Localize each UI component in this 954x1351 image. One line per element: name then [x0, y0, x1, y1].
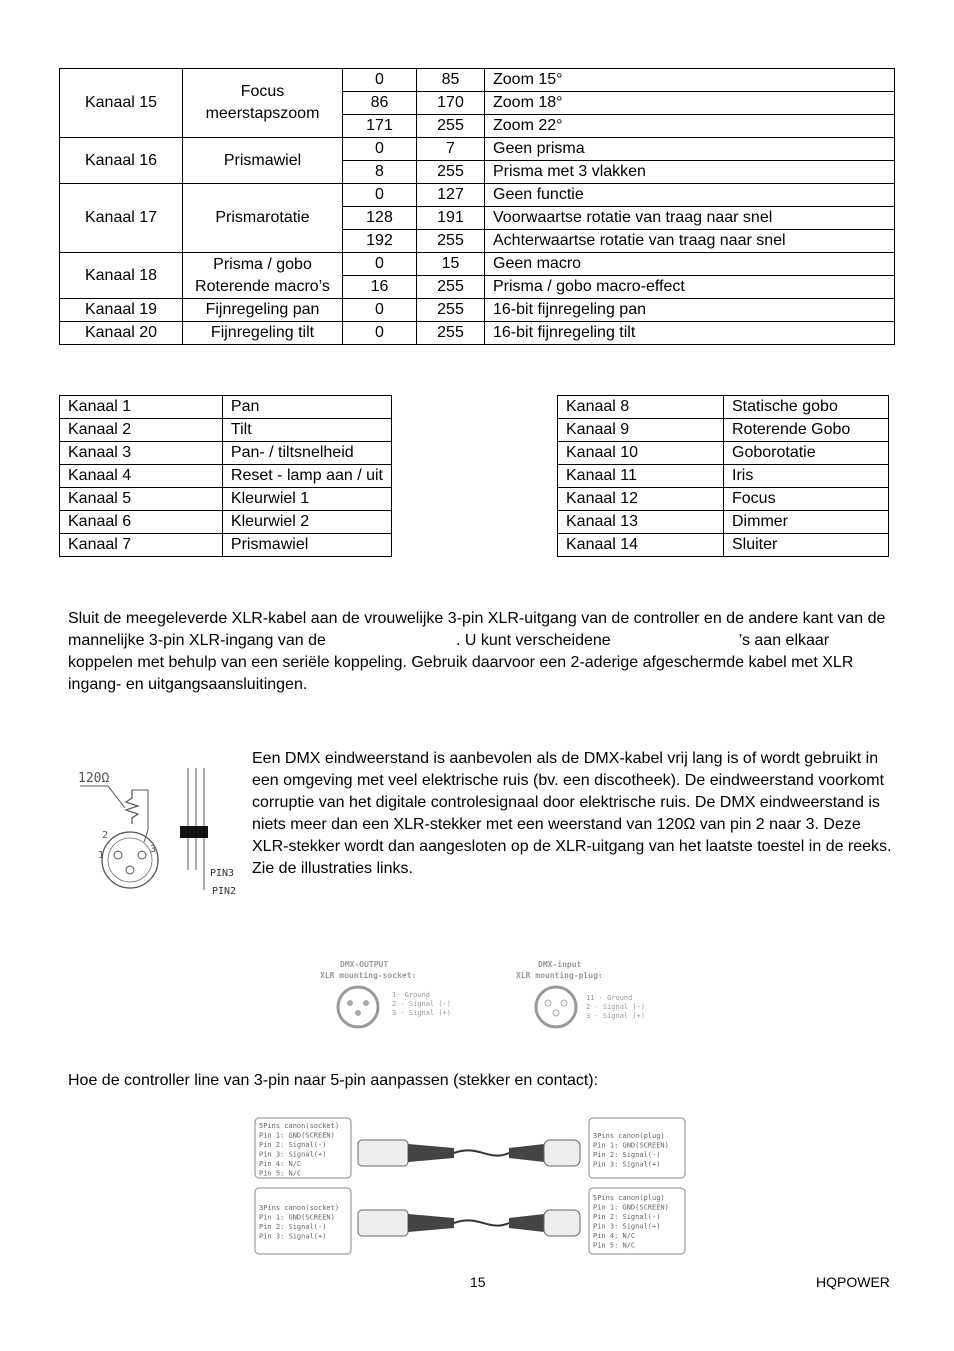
function-cell: Tilt — [222, 419, 391, 442]
label-bottom-right — [593, 1194, 669, 1250]
svg-text:Pin 5: N/C: Pin 5: N/C — [593, 1241, 636, 1250]
description-cell: 16-bit fijnregeling tilt — [485, 322, 895, 345]
range-start-cell: 128 — [343, 207, 417, 230]
channel-cell: Kanaal 4 — [60, 465, 223, 488]
channel-cell: Kanaal 14 — [558, 534, 724, 557]
range-start-cell: 0 — [343, 184, 417, 207]
range-start-cell: 8 — [343, 161, 417, 184]
svg-text:Pin 2: Signal(-): Pin 2: Signal(-) — [593, 1151, 661, 1159]
termination-paragraph: Een DMX eindweerstand is aanbevolen als de DMX-kabel vrij lang is of wordt gebruikt in een omgeving met veel elektrische ruis (bv. een discotheek). De eindweerstand voorkomt corruptie van het digitale controlesignaal door elektrische ruis. De DMX eindweerstand is niets meer dan een XLR-stekker met een weerstand van 120Ω van pin 2 naar 3. Deze XLR-stekker wordt dan aangesloten op de XLR-uitgang van het laatste toestel in de reeks. Zie de illustraties links. — [252, 750, 892, 877]
svg-text:PIN2: PIN2 — [212, 886, 237, 897]
function-cell: Pan — [222, 396, 391, 419]
channel-cell: Kanaal 13 — [558, 511, 724, 534]
svg-text:Pin 3: Signal(+): Pin 3: Signal(+) — [593, 1222, 661, 1231]
channel-cell: Kanaal 7 — [60, 534, 223, 557]
svg-text:1: 1 — [98, 850, 105, 861]
label-bottom-left — [259, 1204, 339, 1241]
function-line: Roterende macro’s — [195, 277, 330, 295]
range-end-cell: 127 — [417, 184, 485, 207]
svg-text:PIN3: PIN3 — [210, 868, 235, 879]
channel-cell: Kanaal 15 — [60, 69, 183, 138]
range-end-cell: 255 — [417, 161, 485, 184]
connection-text-part3: ’s aan elkaar koppelen met behulp van een seriële koppeling. Gebruik daarvoor een 2-aderige afgeschermde kabel met XLR ingang- en uitgangsaansluitingen. — [68, 632, 854, 693]
table-row — [60, 138, 895, 161]
description-cell: Geen prisma — [485, 138, 895, 161]
table-row — [60, 396, 392, 419]
description-cell: Achterwaartse rotatie van traag naar snel — [485, 230, 895, 253]
svg-text:2: 2 — [102, 830, 109, 841]
svg-text:Pin 2: Signal(-): Pin 2: Signal(-) — [259, 1141, 327, 1149]
brand-name: HQPOWER — [816, 1274, 890, 1290]
svg-text:Pin 4: N/C: Pin 4: N/C — [593, 1232, 636, 1240]
description-cell: 16-bit fijnregeling pan — [485, 299, 895, 322]
table-row — [60, 419, 392, 442]
channel-cell: Kanaal 6 — [60, 511, 223, 534]
function-cell: Focus — [724, 488, 889, 511]
label-top-left — [259, 1122, 339, 1178]
svg-text:Pin 3: Signal(+): Pin 3: Signal(+) — [259, 1232, 327, 1241]
function-cell: Roterende Gobo — [724, 419, 889, 442]
channel-summary-right — [557, 395, 889, 557]
table-row — [558, 534, 889, 557]
description-cell: Prisma / gobo macro-effect — [485, 276, 895, 299]
channel-cell: Kanaal 20 — [60, 322, 183, 345]
channel-summary-left — [59, 395, 392, 557]
xlr-plug-icon — [536, 987, 576, 1027]
table-row — [60, 69, 895, 92]
channel-cell: Kanaal 5 — [60, 488, 223, 511]
svg-text:Pin 1: GND(SCREEN): Pin 1: GND(SCREEN) — [593, 1203, 669, 1212]
svg-text:XLR mounting-socket:: XLR mounting-socket: — [320, 971, 417, 980]
table-row — [60, 442, 392, 465]
function-cell: Pan- / tiltsnelheid — [222, 442, 391, 465]
range-end-cell: 15 — [417, 253, 485, 276]
svg-text:Pin 2: Signal(-): Pin 2: Signal(-) — [259, 1223, 327, 1231]
table-row — [60, 465, 392, 488]
svg-text:11 - Ground: 11 - Ground — [586, 994, 633, 1002]
range-end-cell: 255 — [417, 276, 485, 299]
function-cell: Kleurwiel 1 — [222, 488, 391, 511]
connection-paragraph — [68, 608, 898, 696]
channel-cell: Kanaal 19 — [60, 299, 183, 322]
resistor-icon — [126, 790, 138, 824]
range-end-cell: 255 — [417, 115, 485, 138]
resistor-body-icon — [180, 826, 208, 838]
svg-text:5Pins canon(plug): 5Pins canon(plug) — [593, 1194, 665, 1202]
resistor-termination-figure — [70, 760, 245, 900]
channel-cell: Kanaal 11 — [558, 465, 724, 488]
range-start-cell: 0 — [343, 138, 417, 161]
channel-cell: Kanaal 18 — [60, 253, 183, 299]
range-start-cell: 171 — [343, 115, 417, 138]
table-row — [558, 419, 889, 442]
range-start-cell: 0 — [343, 69, 417, 92]
cable-icon-bottom — [358, 1210, 580, 1236]
range-end-cell: 170 — [417, 92, 485, 115]
function-cell: Dimmer — [724, 511, 889, 534]
svg-text:Pin 1: GND(SCREEN): Pin 1: GND(SCREEN) — [593, 1141, 669, 1150]
range-start-cell: 86 — [343, 92, 417, 115]
function-cell: Prismawiel — [183, 138, 343, 184]
description-cell: Zoom 22° — [485, 115, 895, 138]
function-cell: Kleurwiel 2 — [222, 511, 391, 534]
svg-text:DMX-input: DMX-input — [538, 960, 582, 969]
channel-cell: Kanaal 12 — [558, 488, 724, 511]
svg-text:Pin 3: Signal(+): Pin 3: Signal(+) — [259, 1150, 327, 1159]
channel-cell: Kanaal 1 — [60, 396, 223, 419]
description-cell: Zoom 18° — [485, 92, 895, 115]
dmx-channel-table-body — [60, 69, 895, 345]
channel-cell: Kanaal 3 — [60, 442, 223, 465]
description-cell: Geen functie — [485, 184, 895, 207]
svg-text:DMX-OUTPUT: DMX-OUTPUT — [340, 960, 389, 969]
svg-text:XLR mounting-plug:: XLR mounting-plug: — [516, 971, 603, 980]
description-cell: Voorwaartse rotatie van traag naar snel — [485, 207, 895, 230]
table-row — [60, 511, 392, 534]
svg-text:Pin 3: Signal(+): Pin 3: Signal(+) — [593, 1160, 661, 1169]
function-cell: Sluiter — [724, 534, 889, 557]
svg-text:2 - Signal (-): 2 - Signal (-) — [392, 1000, 452, 1008]
range-start-cell: 192 — [343, 230, 417, 253]
connection-text-part2: . U kunt verscheidene — [455, 632, 611, 649]
svg-text:Pin 1: GND(SCREEN): Pin 1: GND(SCREEN) — [259, 1213, 335, 1222]
function-cell: Goborotatie — [724, 442, 889, 465]
svg-text:5Pins canon(socket): 5Pins canon(socket) — [259, 1122, 340, 1130]
svg-text:3Pins canon(plug): 3Pins canon(plug) — [593, 1132, 665, 1140]
function-cell: Fijnregeling tilt — [183, 322, 343, 345]
table-row — [558, 396, 889, 419]
range-end-cell: 255 — [417, 322, 485, 345]
channel-cell: Kanaal 2 — [60, 419, 223, 442]
svg-text:Pin 5: N/C: Pin 5: N/C — [259, 1169, 302, 1178]
channel-cell: Kanaal 16 — [60, 138, 183, 184]
xlr-plug-face-icon — [102, 832, 158, 888]
channel-cell: Kanaal 8 — [558, 396, 724, 419]
resistor-leader-line — [80, 786, 125, 808]
table-row — [60, 488, 392, 511]
table-row — [558, 442, 889, 465]
range-start-cell: 0 — [343, 253, 417, 276]
svg-text:Pin 1: GND(SCREEN): Pin 1: GND(SCREEN) — [259, 1131, 335, 1140]
channel-cell: Kanaal 17 — [60, 184, 183, 253]
svg-text:3 - Signal (+): 3 - Signal (+) — [392, 1009, 452, 1017]
svg-text:Pin 2: Signal(-): Pin 2: Signal(-) — [593, 1213, 661, 1221]
table-row — [60, 184, 895, 207]
function-cell: Statische gobo — [724, 396, 889, 419]
xlr-socket-icon — [338, 987, 378, 1027]
function-cell: Focus meerstapszoom — [183, 69, 343, 138]
table-row — [60, 322, 895, 345]
connection-text-part1: Sluit de meegeleverde XLR-kabel aan de vrouwelijke 3-pin XLR-uitgang van de controller en de andere kant van de mannelijke 3-pin XLR-ingang van de — [68, 610, 886, 649]
description-cell: Geen macro — [485, 253, 895, 276]
function-line: Prisma / gobo — [213, 255, 312, 273]
label-top-right — [593, 1132, 669, 1169]
description-cell: Zoom 15° — [485, 69, 895, 92]
range-end-cell: 255 — [417, 230, 485, 253]
svg-text:3: 3 — [150, 844, 157, 855]
adapter-paragraph: Hoe de controller line van 3-pin naar 5-pin aanpassen (stekker en contact): — [68, 1072, 599, 1089]
channel-cell: Kanaal 9 — [558, 419, 724, 442]
summary-right-body — [558, 396, 889, 557]
svg-text:1- Ground: 1- Ground — [392, 991, 430, 999]
function-cell: Fijnregeling pan — [183, 299, 343, 322]
table-row — [558, 511, 889, 534]
range-end-cell: 7 — [417, 138, 485, 161]
table-row — [558, 488, 889, 511]
table-row — [60, 253, 895, 276]
function-cell: Prismarotatie — [183, 184, 343, 253]
adapter-cable-figure — [254, 1114, 688, 1258]
function-cell — [183, 253, 343, 299]
range-end-cell: 191 — [417, 207, 485, 230]
dmx-channel-table — [59, 68, 895, 345]
xlr-connector-figure — [310, 955, 650, 1035]
range-end-cell: 85 — [417, 69, 485, 92]
table-row — [60, 534, 392, 557]
function-cell: Reset - lamp aan / uit — [222, 465, 391, 488]
svg-text:3 - Signal (+): 3 - Signal (+) — [586, 1012, 646, 1020]
channel-cell: Kanaal 10 — [558, 442, 724, 465]
svg-text:Pin 4: N/C: Pin 4: N/C — [259, 1160, 302, 1168]
svg-text:2 - Signal (-): 2 - Signal (-) — [586, 1003, 646, 1011]
function-cell: Iris — [724, 465, 889, 488]
resistor-value-label: 120Ω — [78, 771, 110, 786]
cable-icon-top — [358, 1140, 580, 1166]
function-cell: Prismawiel — [222, 534, 391, 557]
range-start-cell: 16 — [343, 276, 417, 299]
range-start-cell: 0 — [343, 322, 417, 345]
svg-text:3Pins canon(socket): 3Pins canon(socket) — [259, 1204, 340, 1212]
range-end-cell: 255 — [417, 299, 485, 322]
table-row — [60, 299, 895, 322]
description-cell: Prisma met 3 vlakken — [485, 161, 895, 184]
summary-left-body — [60, 396, 392, 557]
page-number: 15 — [470, 1274, 486, 1290]
range-start-cell: 0 — [343, 299, 417, 322]
table-row — [558, 465, 889, 488]
